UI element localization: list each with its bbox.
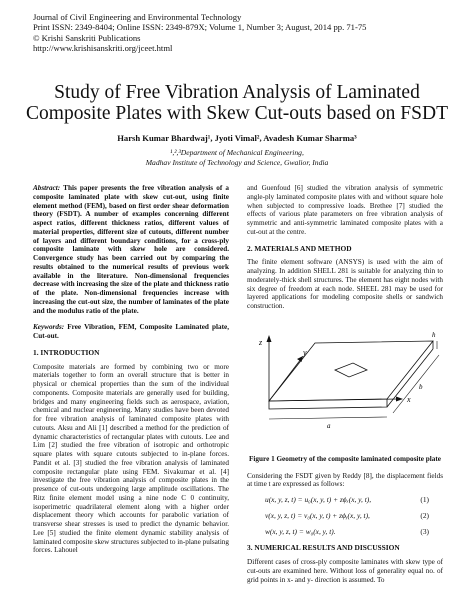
fsdt-text: Considering the FSDT given by Reddy [8], the displacement fields at time t are expressed as follows:	[247, 471, 443, 489]
axis-y-label: y	[303, 347, 307, 357]
keywords-text: Free Vibration, FEM, Composite Laminated plate, Cut-out.	[33, 323, 229, 340]
plate-geometry-diagram	[247, 315, 443, 451]
section-heading-results: 3. NUMERICAL RESULTS AND DISCUSSION	[247, 543, 400, 553]
journal-publisher: © Krishi Sanskriti Publications	[33, 32, 141, 43]
introduction-continued-text: and Guenfoud [6] studied the vibration analysis of symmetric angle-ply laminated composite plates with and without square hole when subjected to compressive loads. Brethee [7] studied the effects of various plate parameters on free vibration analysis of symmetric and anti-symmetric laminated composite plates with a cut-out at the centre.	[247, 184, 443, 236]
section-heading-introduction: 1. INTRODUCTION	[33, 347, 100, 357]
equation-expression: u(x, y, z, t) = u₀(x, y, t) + zϕₓ(x, y, t),	[265, 495, 372, 504]
abstract-text: This paper presents the free vibration analysis of a composite laminated plate with skew cut-out, using finite element method (FEM), based on first order shear deformation theory (FSDT). A number of examples concerning different aspect ratios, different thickness ratios, different values of material properties, different size of cutouts, different number of layers and different boundary conditions, for a cross-ply composite laminate with skew hole are considered. Convergence study has been carried out by comparing the results obtained to the numerical results of previous work available in the literature. Non-dimensional frequencies decrease with increasing the size of the plate and thickness ratio of the plate. Non-dimensional frequencies increase with increasing the cut-out size, the number of laminates of the plate and the modulus ratio of the plate.	[33, 184, 229, 315]
section-heading-materials: 2. MATERIALS AND METHOD	[247, 243, 352, 253]
right-column	[247, 184, 443, 584]
journal-name: Journal of Civil Engineering and Environmental Technology	[33, 12, 242, 22]
length-a-label: a	[327, 421, 331, 430]
journal-issn: Print ISSN: 2349-8404; Online ISSN: 2349-879X; Volume 1, Number 3; August, 2014 pp. 71-75	[33, 22, 367, 33]
equation-number: (1)	[420, 495, 429, 504]
thickness-label: h	[432, 330, 436, 339]
affiliation	[0, 148, 474, 167]
results-text: Different cases of cross-ply composite laminates with skew type of cut-outs are examined here. Without loss of generality equal no. of grid points in x- and y- direction is assumed. To	[247, 558, 443, 584]
equation-expression: v(x, y, z, t) = v₀(x, y, t) + zϕᵧ(x, y, t),	[265, 510, 370, 520]
keywords-label: Keywords:	[33, 323, 65, 332]
width-b-label: b	[419, 382, 423, 391]
axis-x-label: x	[407, 394, 411, 404]
abstract	[33, 184, 229, 315]
left-column	[33, 184, 229, 555]
figure-caption: Figure 1 Geometry of the composite laminated composite plate	[249, 454, 441, 463]
equation-2	[247, 512, 443, 521]
equation-number: (3)	[420, 526, 429, 536]
abstract-label: Abstract:	[33, 184, 61, 192]
paper-title: Study of Free Vibration Analysis of Laminated Composite Plates with Skew Cut-outs based on FSDT	[26, 82, 448, 124]
affiliation-department: ¹,²,³Department of Mechanical Engineering,	[170, 148, 304, 157]
journal-url[interactable]: http://www.krishisanskriti.org/jceet.html	[33, 42, 173, 53]
equation-number: (2)	[420, 510, 429, 520]
plate-geometry-figure	[247, 315, 443, 451]
equation-1	[247, 496, 443, 505]
author-list: Harsh Kumar Bhardwaj¹, Jyoti Vimal², Avadesh Kumar Sharma³	[117, 133, 357, 143]
equation-expression: w(x, y, z, t) = w₀(x, y, t).	[265, 526, 336, 536]
keywords	[33, 323, 229, 341]
axis-z-label: z	[259, 337, 263, 347]
journal-header	[33, 12, 366, 53]
introduction-text: Composite materials are formed by combining two or more materials together to form an overall structure that is better in physical or chemical properties than the sum of the individual components. Composite materials are generally used for building, bridges and many engineering fields such as aerospace, aviation, chemical and nuclear engineering. Many studies have been devoted for free vibration analysis of laminated composite plates with cutouts. Aksu and Ali [1] described a method for the prediction of dynamic characteristics of rectangular plates with cutouts. Lee and Lim [2] studied the free vibration of isotropic and orthotropic square plates with square cutouts subjected to in-plane forces. Pandit et al. [3] studied the free vibration analysis of laminated composite rectangular plate using FEM. Sivakumar et al. [4] investigate the free vibration analysis of composite plates in the presence of cut-outs undergoing large amplitude oscillations. The Ritz finite element model using a nine node C 0 continuity, isoperimetric quadrilateral element along with a higher order displacement theory which accounts for parabolic variation of transverse shear stresses is used to predict the dynamic behavior. Lee [5] studied the finite element dynamic stability analysis of laminated composite skew structures subjected to in-plane pulsating forces. Lahouel	[33, 362, 229, 555]
equation-3	[247, 528, 443, 537]
materials-text: The finite element software (ANSYS) is used with the aim of analyzing. In addition SHELL 281 is suitable for analyzing thin to moderately-thick shell structures. The element has eight nodes with six degree of freedom at each node. SHEEL 281 may be used for layered applications for modeling composite shells or sandwich construction.	[247, 258, 443, 310]
affiliation-institute: Madhav Institute of Technology and Science, Gwalior, India	[145, 157, 329, 167]
